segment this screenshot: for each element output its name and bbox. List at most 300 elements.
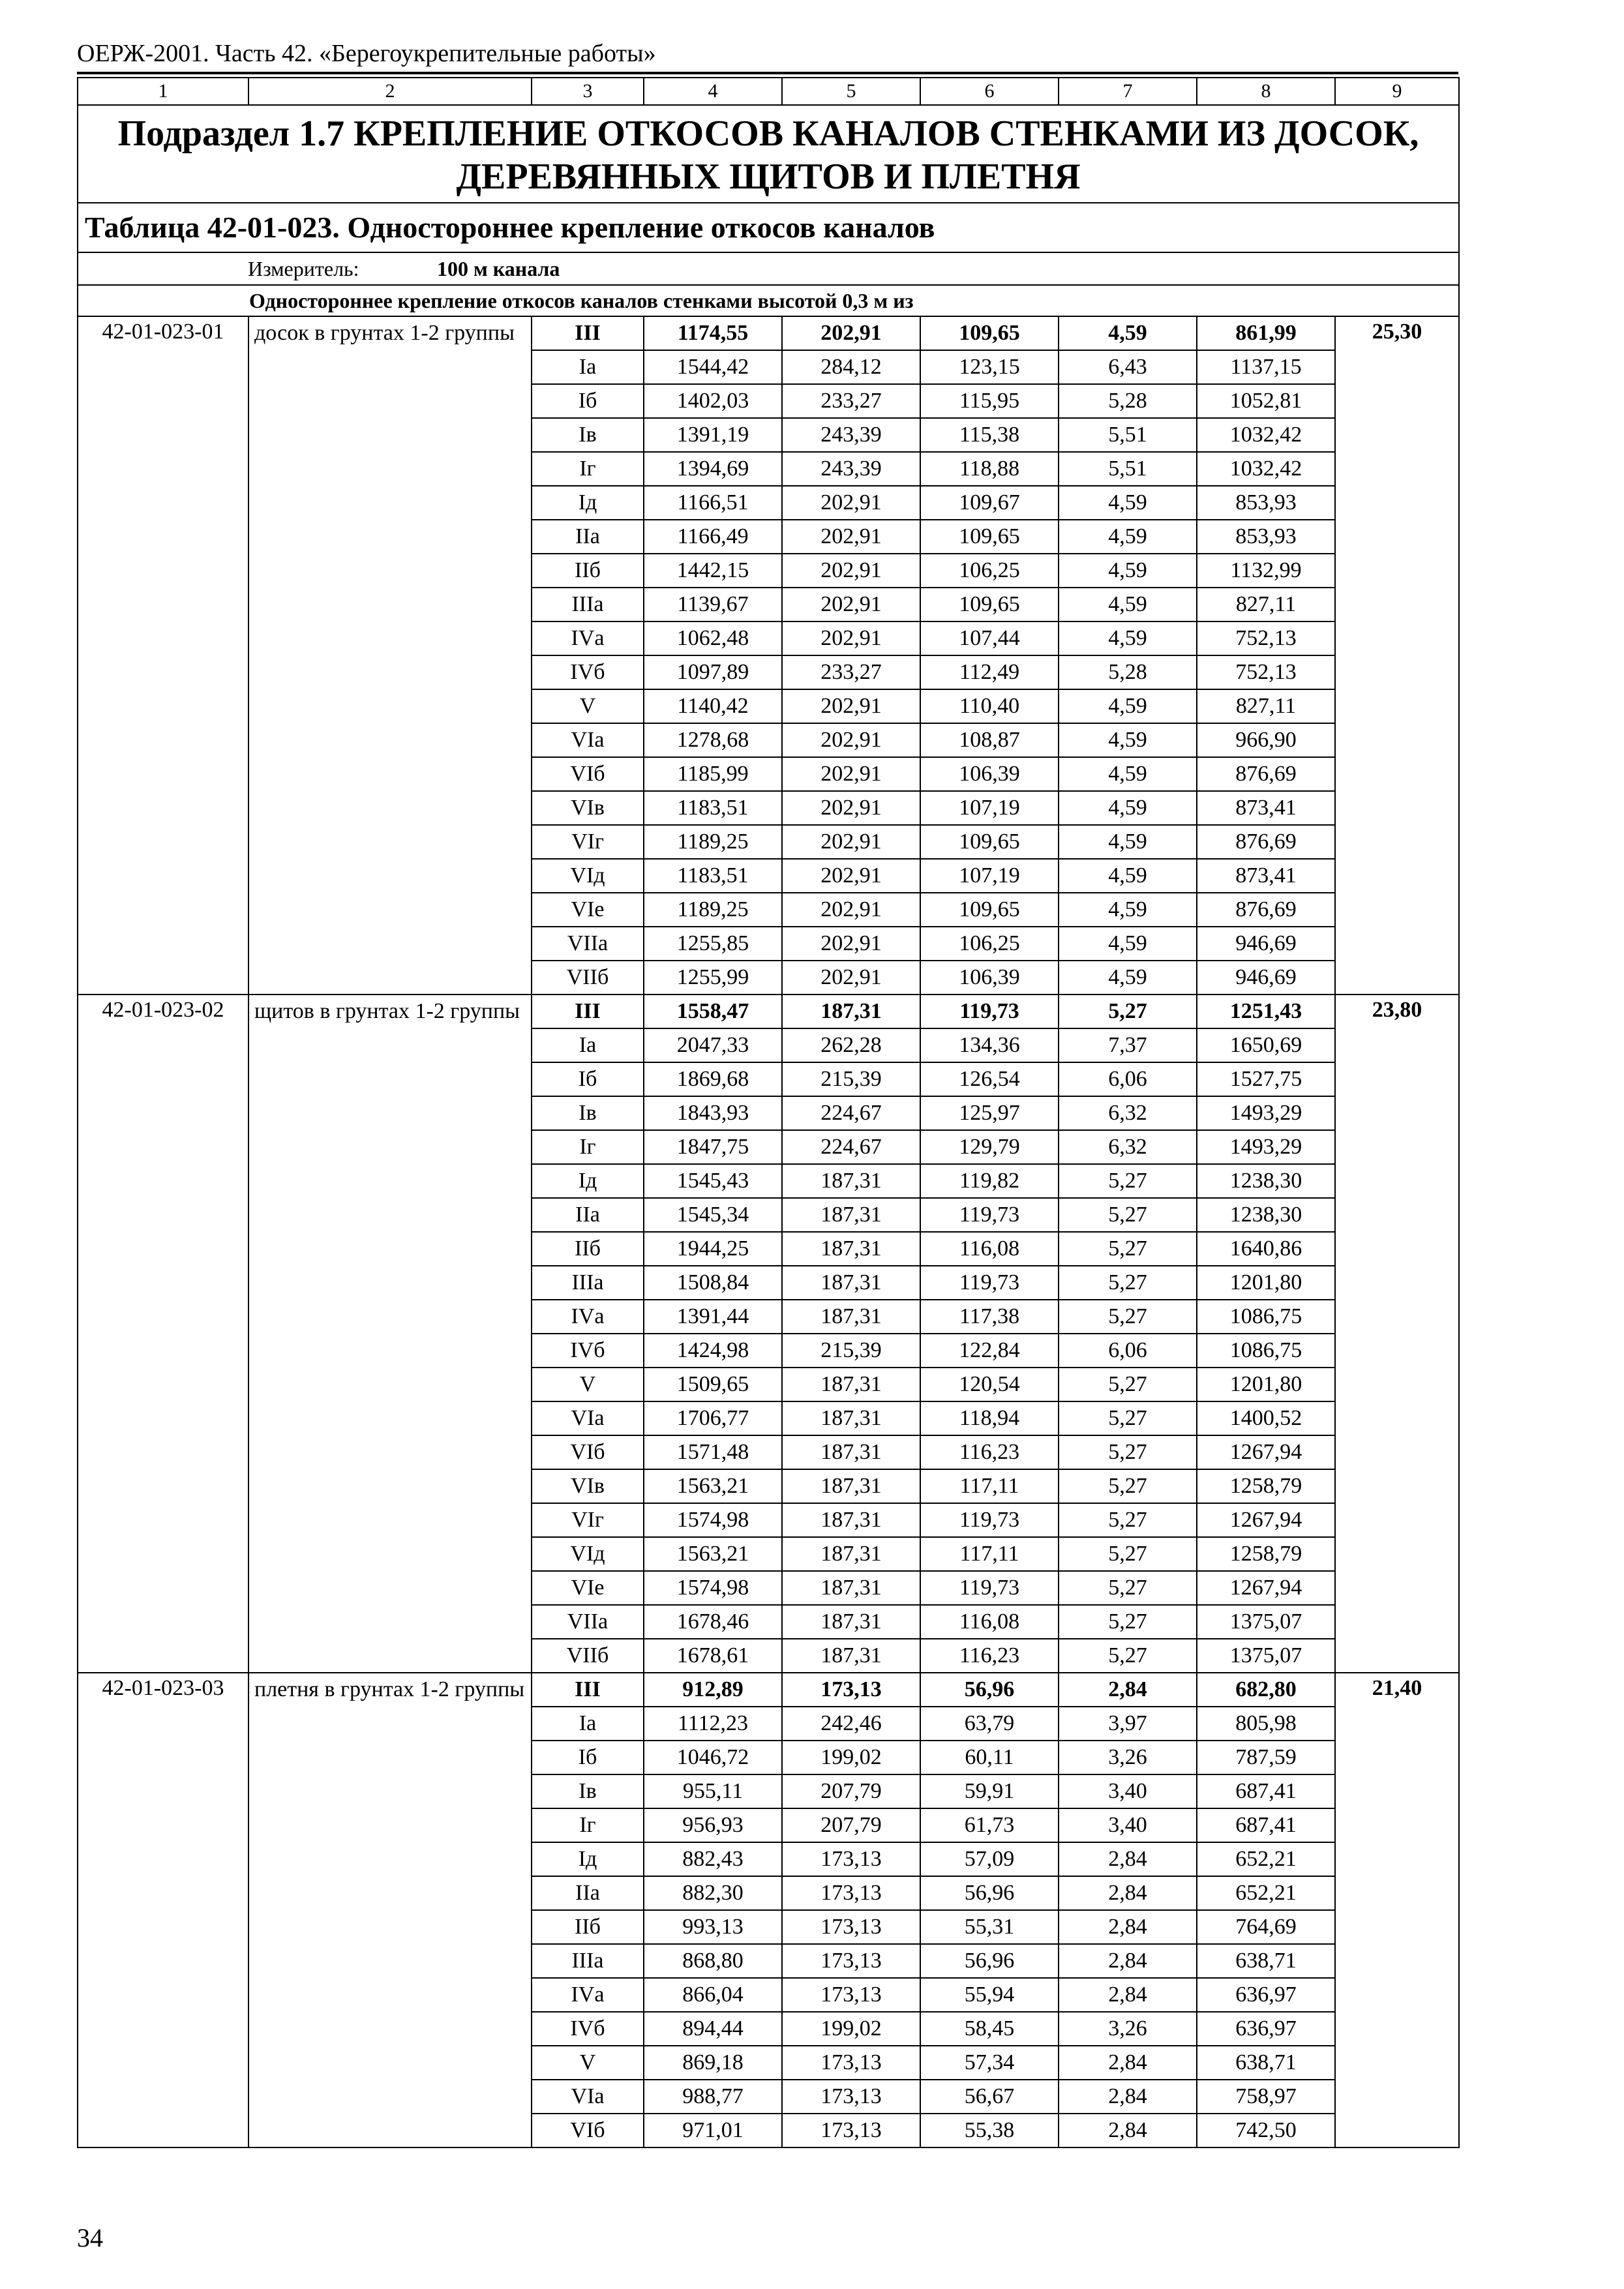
value-col8: 1052,81 [1197,384,1335,418]
value-col6: 109,67 [920,486,1059,520]
zone: IVа [532,621,644,655]
value-col6: 110,40 [920,689,1059,723]
value-col4: 1508,84 [644,1266,782,1300]
value-col4: 1869,68 [644,1062,782,1096]
zone: IIб [532,554,644,588]
zone: Iв [532,1096,644,1130]
zone: IVб [532,655,644,689]
value-col8: 876,69 [1197,825,1335,859]
value-col4: 1394,69 [644,452,782,486]
value-col4: 1097,89 [644,655,782,689]
value-col4: 1062,48 [644,621,782,655]
value-col5: 202,91 [782,621,920,655]
value-col4: 971,01 [644,2114,782,2147]
value-col6: 55,38 [920,2114,1059,2147]
value-col4: 1544,42 [644,350,782,384]
value-col5: 202,91 [782,893,920,927]
zone: III [532,316,644,350]
value-col7: 5,27 [1059,995,1197,1028]
value-col5: 173,13 [782,2080,920,2114]
value-col8: 966,90 [1197,723,1335,757]
value-col6: 61,73 [920,1808,1059,1842]
value-col4: 1278,68 [644,723,782,757]
zone: Iа [532,350,644,384]
zone: III [532,1673,644,1707]
value-col5: 199,02 [782,1741,920,1774]
column-number: 2 [248,78,532,105]
zone: VIб [532,757,644,791]
value-col4: 1140,42 [644,689,782,723]
zone: IVб [532,1334,644,1368]
zone: V [532,1368,644,1401]
value-col8: 652,21 [1197,1876,1335,1910]
zone: IIа [532,1876,644,1910]
value-col7: 4,59 [1059,723,1197,757]
value-col7: 4,59 [1059,791,1197,825]
value-col5: 187,31 [782,1469,920,1503]
value-col7: 4,59 [1059,859,1197,893]
table-title-row [78,203,1459,252]
value-col4: 1574,98 [644,1571,782,1605]
zone: VIв [532,791,644,825]
value-col5: 187,31 [782,1605,920,1639]
value-col7: 4,59 [1059,486,1197,520]
value-col6: 106,39 [920,961,1059,995]
value-col6: 107,44 [920,621,1059,655]
value-col5: 202,91 [782,689,920,723]
measure-row [78,252,1459,285]
description: Одностороннее крепление откосов каналов стенками высотой 0,3 м из [78,285,1459,316]
zone: IIа [532,1198,644,1232]
value-col6: 125,97 [920,1096,1059,1130]
value-col6: 56,96 [920,1876,1059,1910]
value-col8: 853,93 [1197,486,1335,520]
value-col8: 638,71 [1197,1944,1335,1978]
rate-code: 42-01-023-03 [78,1673,248,2147]
header-rule [77,72,1458,74]
value-col7: 4,59 [1059,689,1197,723]
value-col4: 1255,85 [644,927,782,961]
value-col7: 2,84 [1059,1978,1197,2012]
value-col4: 1166,49 [644,520,782,554]
value-col8: 682,80 [1197,1673,1335,1707]
zone: IIIа [532,588,644,621]
value-col5: 187,31 [782,1368,920,1401]
value-col6: 112,49 [920,655,1059,689]
value-col5: 173,13 [782,2046,920,2080]
value-col4: 1558,47 [644,995,782,1028]
value-col7: 5,27 [1059,1164,1197,1198]
zone: IVб [532,2012,644,2046]
value-col8: 752,13 [1197,655,1335,689]
table-row [78,995,1459,1028]
value-col7: 4,59 [1059,927,1197,961]
value-col7: 4,59 [1059,554,1197,588]
zone: Iв [532,1774,644,1808]
value-col8: 1650,69 [1197,1028,1335,1062]
value-col7: 2,84 [1059,2114,1197,2147]
value-col8: 687,41 [1197,1774,1335,1808]
value-col6: 107,19 [920,791,1059,825]
value-col6: 129,79 [920,1130,1059,1164]
zone: V [532,2046,644,2080]
value-col8: 1132,99 [1197,554,1335,588]
value-col4: 1402,03 [644,384,782,418]
value-col7: 3,26 [1059,2012,1197,2046]
value-col4: 1843,93 [644,1096,782,1130]
measure-cell [78,252,1459,285]
value-col5: 207,79 [782,1808,920,1842]
value-col6: 116,23 [920,1639,1059,1673]
value-col5: 202,91 [782,554,920,588]
zone: Iг [532,1130,644,1164]
value-col6: 55,94 [920,1978,1059,2012]
value-col5: 242,46 [782,1707,920,1741]
zone: VIг [532,825,644,859]
value-col4: 1255,99 [644,961,782,995]
value-col5: 173,13 [782,1944,920,1978]
value-col6: 123,15 [920,350,1059,384]
value-col8: 1493,29 [1197,1130,1335,1164]
value-col7: 5,27 [1059,1300,1197,1334]
value-col7: 2,84 [1059,2046,1197,2080]
value-col4: 1189,25 [644,893,782,927]
value-col5: 207,79 [782,1774,920,1808]
value-col4: 1424,98 [644,1334,782,1368]
value-col5: 187,31 [782,1300,920,1334]
zone: VIд [532,1537,644,1571]
value-col7: 5,27 [1059,1266,1197,1300]
value-col5: 215,39 [782,1062,920,1096]
value-col8: 861,99 [1197,316,1335,350]
value-col4: 1189,25 [644,825,782,859]
zone: IVа [532,1978,644,2012]
value-col8: 1201,80 [1197,1266,1335,1300]
value-col5: 262,28 [782,1028,920,1062]
value-col7: 3,40 [1059,1808,1197,1842]
value-col5: 224,67 [782,1096,920,1130]
value-col6: 119,73 [920,995,1059,1028]
zone: IIб [532,1232,644,1266]
page-header: ОЕРЖ-2001. Часть 42. «Берегоукрепительные работы» [77,40,656,67]
value-col7: 2,84 [1059,1673,1197,1707]
value-col6: 119,82 [920,1164,1059,1198]
value-col6: 108,87 [920,723,1059,757]
value-col5: 202,91 [782,588,920,621]
value-col7: 5,27 [1059,1503,1197,1537]
value-col7: 4,59 [1059,621,1197,655]
rate-code: 42-01-023-01 [78,316,248,995]
value-col8: 1258,79 [1197,1469,1335,1503]
value-col5: 202,91 [782,316,920,350]
zone: Iб [532,1741,644,1774]
value-col4: 1174,55 [644,316,782,350]
value-col8: 638,71 [1197,2046,1335,2080]
column-number: 7 [1059,78,1197,105]
value-col8: 805,98 [1197,1707,1335,1741]
value-col7: 3,97 [1059,1707,1197,1741]
value-col5: 187,31 [782,995,920,1028]
value-col5: 202,91 [782,927,920,961]
zone: VIа [532,1401,644,1435]
value-col6: 107,19 [920,859,1059,893]
value-col4: 1046,72 [644,1741,782,1774]
zone: VIа [532,2080,644,2114]
value-col6: 56,96 [920,1673,1059,1707]
value-col8: 1267,94 [1197,1435,1335,1469]
value-col8: 742,50 [1197,2114,1335,2147]
zone: VIIа [532,927,644,961]
value-col7: 3,40 [1059,1774,1197,1808]
value-col5: 187,31 [782,1639,920,1673]
value-col7: 5,27 [1059,1571,1197,1605]
zone: IIа [532,520,644,554]
value-col6: 106,25 [920,927,1059,961]
zone: Iд [532,1164,644,1198]
column-number: 5 [782,78,920,105]
value-col5: 173,13 [782,1673,920,1707]
column-number: 3 [532,78,644,105]
value-col6: 122,84 [920,1334,1059,1368]
column-number: 1 [78,78,248,105]
value-col6: 118,88 [920,452,1059,486]
subsection-title: Подраздел 1.7 КРЕПЛЕНИЕ ОТКОСОВ КАНАЛОВ СТЕНКАМИ ИЗ ДОСОК, ДЕРЕВЯННЫХ ЩИТОВ И ПЛЕТНЯ [78,105,1459,203]
zone: VIе [532,893,644,927]
zone: VIд [532,859,644,893]
rates-table [77,77,1460,2148]
value-col7: 5,27 [1059,1368,1197,1401]
value-col8: 853,93 [1197,520,1335,554]
zone: VIб [532,2114,644,2147]
value-col5: 243,39 [782,452,920,486]
value-col4: 882,43 [644,1842,782,1876]
value-col5: 233,27 [782,655,920,689]
value-col7: 6,32 [1059,1096,1197,1130]
value-col8: 876,69 [1197,893,1335,927]
value-col4: 1563,21 [644,1469,782,1503]
value-col5: 187,31 [782,1435,920,1469]
zone: V [532,689,644,723]
value-col5: 173,13 [782,2114,920,2147]
measure-value: 100 м канала [437,257,560,280]
value-col6: 119,73 [920,1198,1059,1232]
value-col6: 117,38 [920,1300,1059,1334]
value-col8: 1032,42 [1197,452,1335,486]
value-col5: 202,91 [782,859,920,893]
value-col7: 5,27 [1059,1232,1197,1266]
value-col7: 5,27 [1059,1401,1197,1435]
value-col8: 1032,42 [1197,418,1335,452]
value-col4: 912,89 [644,1673,782,1707]
value-col8: 1267,94 [1197,1503,1335,1537]
value-col9: 25,30 [1335,316,1459,995]
zone: IIIа [532,1266,644,1300]
value-col8: 1375,07 [1197,1605,1335,1639]
value-col4: 868,80 [644,1944,782,1978]
value-col7: 5,27 [1059,1639,1197,1673]
value-col9: 21,40 [1335,1673,1459,2147]
value-col8: 758,97 [1197,2080,1335,2114]
value-col8: 827,11 [1197,689,1335,723]
value-col6: 116,08 [920,1232,1059,1266]
value-col5: 173,13 [782,1910,920,1944]
value-col7: 5,51 [1059,452,1197,486]
value-col5: 173,13 [782,1978,920,2012]
value-col6: 119,73 [920,1571,1059,1605]
value-col8: 873,41 [1197,791,1335,825]
zone: VIе [532,1571,644,1605]
value-col8: 787,59 [1197,1741,1335,1774]
value-col8: 1238,30 [1197,1164,1335,1198]
value-col5: 187,31 [782,1232,920,1266]
zone: VIб [532,1435,644,1469]
value-col8: 636,97 [1197,1978,1335,2012]
value-col6: 109,65 [920,825,1059,859]
rate-name: щитов в грунтах 1-2 группы [248,995,532,1673]
value-col7: 5,27 [1059,1198,1197,1232]
zone: Iг [532,1808,644,1842]
zone: III [532,995,644,1028]
zone: Iб [532,384,644,418]
value-col4: 993,13 [644,1910,782,1944]
value-col8: 652,21 [1197,1842,1335,1876]
value-col6: 115,95 [920,384,1059,418]
value-col8: 1267,94 [1197,1571,1335,1605]
value-col6: 109,65 [920,316,1059,350]
value-col8: 1640,86 [1197,1232,1335,1266]
value-col6: 120,54 [920,1368,1059,1401]
zone: VIIб [532,1639,644,1673]
value-col4: 894,44 [644,2012,782,2046]
value-col7: 6,06 [1059,1334,1197,1368]
value-col7: 6,32 [1059,1130,1197,1164]
value-col6: 57,34 [920,2046,1059,2080]
value-col9: 23,80 [1335,995,1459,1673]
value-col6: 55,31 [920,1910,1059,1944]
value-col5: 202,91 [782,757,920,791]
column-number: 6 [920,78,1059,105]
value-col5: 173,13 [782,1842,920,1876]
zone: Iа [532,1707,644,1741]
value-col5: 199,02 [782,2012,920,2046]
value-col6: 116,23 [920,1435,1059,1469]
value-col8: 1375,07 [1197,1639,1335,1673]
value-col7: 5,28 [1059,655,1197,689]
value-col4: 1112,23 [644,1707,782,1741]
zone: Iа [532,1028,644,1062]
value-col6: 117,11 [920,1537,1059,1571]
value-col5: 284,12 [782,350,920,384]
value-col8: 764,69 [1197,1910,1335,1944]
value-col7: 5,27 [1059,1435,1197,1469]
rate-name: плетня в грунтах 1-2 группы [248,1673,532,2147]
rate-code: 42-01-023-02 [78,995,248,1673]
value-col4: 988,77 [644,2080,782,2114]
value-col7: 2,84 [1059,1944,1197,1978]
value-col8: 1201,80 [1197,1368,1335,1401]
measure-label: Измеритель: [248,257,359,280]
value-col8: 1527,75 [1197,1062,1335,1096]
value-col8: 636,97 [1197,2012,1335,2046]
value-col6: 60,11 [920,1741,1059,1774]
description-row [78,285,1459,316]
value-col7: 4,59 [1059,588,1197,621]
value-col4: 1706,77 [644,1401,782,1435]
table-row [78,1673,1459,1707]
zone: IIIа [532,1944,644,1978]
subsection-row [78,105,1459,203]
value-col8: 946,69 [1197,927,1335,961]
value-col6: 106,39 [920,757,1059,791]
value-col5: 202,91 [782,825,920,859]
value-col7: 2,84 [1059,1910,1197,1944]
value-col5: 187,31 [782,1537,920,1571]
value-col4: 1678,46 [644,1605,782,1639]
value-col5: 243,39 [782,418,920,452]
zone: Iг [532,452,644,486]
value-col8: 946,69 [1197,961,1335,995]
zone: VIв [532,1469,644,1503]
value-col7: 4,59 [1059,825,1197,859]
value-col6: 119,73 [920,1503,1059,1537]
value-col4: 866,04 [644,1978,782,2012]
column-numbers-row [78,78,1459,105]
zone: Iб [532,1062,644,1096]
value-col8: 1086,75 [1197,1334,1335,1368]
value-col6: 119,73 [920,1266,1059,1300]
value-col7: 5,27 [1059,1469,1197,1503]
value-col4: 882,30 [644,1876,782,1910]
value-col5: 202,91 [782,791,920,825]
value-col7: 6,06 [1059,1062,1197,1096]
value-col8: 1086,75 [1197,1300,1335,1334]
value-col8: 1258,79 [1197,1537,1335,1571]
value-col5: 187,31 [782,1198,920,1232]
column-number: 4 [644,78,782,105]
value-col4: 1509,65 [644,1368,782,1401]
value-col7: 4,59 [1059,893,1197,927]
value-col7: 3,26 [1059,1741,1197,1774]
value-col7: 4,59 [1059,961,1197,995]
value-col7: 4,59 [1059,520,1197,554]
value-col7: 4,59 [1059,757,1197,791]
rate-name: досок в грунтах 1-2 группы [248,316,532,995]
value-col6: 56,96 [920,1944,1059,1978]
value-col7: 5,28 [1059,384,1197,418]
value-col7: 2,84 [1059,1842,1197,1876]
value-col4: 1442,15 [644,554,782,588]
value-col6: 58,45 [920,2012,1059,2046]
zone: IIб [532,1910,644,1944]
value-col7: 4,59 [1059,316,1197,350]
value-col6: 56,67 [920,2080,1059,2114]
table-title: Таблица 42-01-023. Одностороннее крепление откосов каналов [78,203,1459,252]
zone: VIIа [532,1605,644,1639]
value-col5: 187,31 [782,1503,920,1537]
value-col6: 109,65 [920,520,1059,554]
value-col6: 109,65 [920,588,1059,621]
value-col4: 1678,61 [644,1639,782,1673]
value-col4: 1571,48 [644,1435,782,1469]
zone: VIа [532,723,644,757]
value-col8: 827,11 [1197,588,1335,621]
value-col4: 1166,51 [644,486,782,520]
value-col6: 115,38 [920,418,1059,452]
value-col5: 187,31 [782,1164,920,1198]
value-col7: 7,37 [1059,1028,1197,1062]
value-col6: 59,91 [920,1774,1059,1808]
value-col4: 1183,51 [644,859,782,893]
